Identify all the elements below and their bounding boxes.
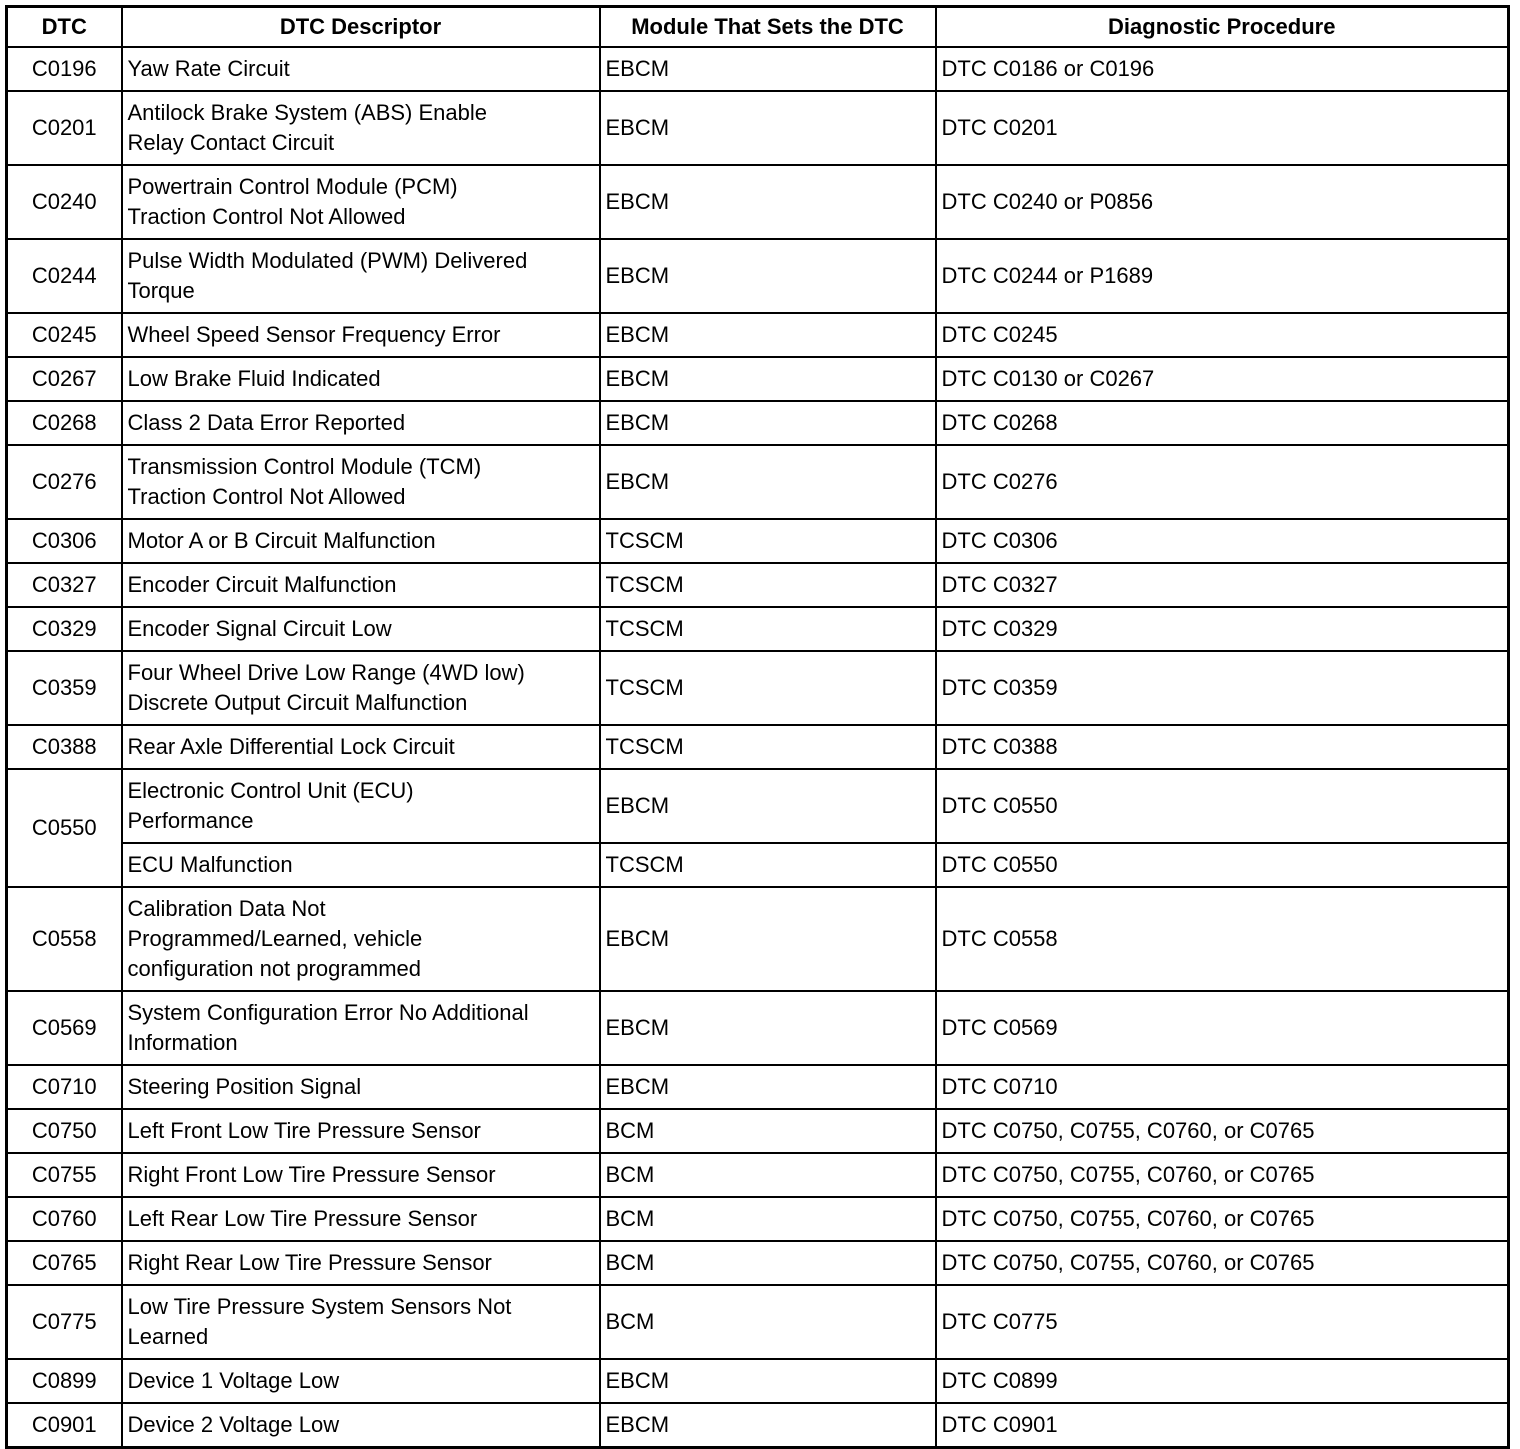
module-cell: BCM	[600, 1109, 936, 1153]
module-cell: EBCM	[600, 769, 936, 843]
dtc-code-cell: C0755	[7, 1153, 122, 1197]
table-row	[7, 1241, 1509, 1285]
table-header-row	[7, 7, 1509, 48]
procedure-cell: DTC C0550	[936, 769, 1509, 843]
table-row	[7, 607, 1509, 651]
table-body	[7, 47, 1509, 1448]
dtc-code-cell: C0201	[7, 91, 122, 165]
module-cell: TCSCM	[600, 725, 936, 769]
procedure-cell: DTC C0130 or C0267	[936, 357, 1509, 401]
dtc-code-cell: C0240	[7, 165, 122, 239]
descriptor-cell: Right Rear Low Tire Pressure Sensor	[122, 1241, 600, 1285]
dtc-code-cell: C0775	[7, 1285, 122, 1359]
dtc-code-cell: C0244	[7, 239, 122, 313]
table-row	[7, 769, 1509, 843]
table-row	[7, 519, 1509, 563]
dtc-code-cell: C0760	[7, 1197, 122, 1241]
module-cell: EBCM	[600, 91, 936, 165]
table-row	[7, 47, 1509, 91]
module-cell: EBCM	[600, 887, 936, 991]
dtc-code-cell: C0359	[7, 651, 122, 725]
dtc-code-cell: C0329	[7, 607, 122, 651]
procedure-cell: DTC C0244 or P1689	[936, 239, 1509, 313]
procedure-cell: DTC C0240 or P0856	[936, 165, 1509, 239]
module-cell: EBCM	[600, 1359, 936, 1403]
table-row	[7, 725, 1509, 769]
descriptor-cell: Motor A or B Circuit Malfunction	[122, 519, 600, 563]
header-descriptor: DTC Descriptor	[122, 7, 600, 48]
module-cell: EBCM	[600, 1403, 936, 1448]
procedure-cell: DTC C0329	[936, 607, 1509, 651]
procedure-cell: DTC C0750, C0755, C0760, or C0765	[936, 1109, 1509, 1153]
descriptor-cell: Left Rear Low Tire Pressure Sensor	[122, 1197, 600, 1241]
descriptor-cell: Electronic Control Unit (ECU) Performance	[122, 769, 600, 843]
table-row	[7, 1153, 1509, 1197]
table-row	[7, 843, 1509, 887]
procedure-cell: DTC C0750, C0755, C0760, or C0765	[936, 1153, 1509, 1197]
header-procedure: Diagnostic Procedure	[936, 7, 1509, 48]
descriptor-cell: Powertrain Control Module (PCM) Traction Control Not Allowed	[122, 165, 600, 239]
dtc-code-cell: C0569	[7, 991, 122, 1065]
descriptor-cell: Four Wheel Drive Low Range (4WD low) Discrete Output Circuit Malfunction	[122, 651, 600, 725]
dtc-code-cell: C0327	[7, 563, 122, 607]
module-cell: TCSCM	[600, 651, 936, 725]
procedure-cell: DTC C0245	[936, 313, 1509, 357]
dtc-table	[5, 5, 1510, 1449]
dtc-code-cell: C0196	[7, 47, 122, 91]
descriptor-cell: Low Brake Fluid Indicated	[122, 357, 600, 401]
module-cell: TCSCM	[600, 519, 936, 563]
procedure-cell: DTC C0901	[936, 1403, 1509, 1448]
procedure-cell: DTC C0186 or C0196	[936, 47, 1509, 91]
module-cell: TCSCM	[600, 563, 936, 607]
table-row	[7, 991, 1509, 1065]
table-row	[7, 445, 1509, 519]
table-row	[7, 563, 1509, 607]
dtc-code-cell: C0550	[7, 769, 122, 887]
procedure-cell: DTC C0550	[936, 843, 1509, 887]
table-row	[7, 1197, 1509, 1241]
dtc-code-cell: C0901	[7, 1403, 122, 1448]
module-cell: TCSCM	[600, 843, 936, 887]
dtc-code-cell: C0267	[7, 357, 122, 401]
descriptor-cell: Class 2 Data Error Reported	[122, 401, 600, 445]
table-row	[7, 357, 1509, 401]
procedure-cell: DTC C0268	[936, 401, 1509, 445]
descriptor-cell: Rear Axle Differential Lock Circuit	[122, 725, 600, 769]
descriptor-cell: Wheel Speed Sensor Frequency Error	[122, 313, 600, 357]
descriptor-cell: System Configuration Error No Additional Information	[122, 991, 600, 1065]
descriptor-cell: Encoder Circuit Malfunction	[122, 563, 600, 607]
dtc-code-cell: C0276	[7, 445, 122, 519]
table-row	[7, 887, 1509, 991]
procedure-cell: DTC C0306	[936, 519, 1509, 563]
dtc-code-cell: C0710	[7, 1065, 122, 1109]
table-row	[7, 239, 1509, 313]
module-cell: EBCM	[600, 401, 936, 445]
descriptor-cell: Steering Position Signal	[122, 1065, 600, 1109]
module-cell: EBCM	[600, 357, 936, 401]
procedure-cell: DTC C0276	[936, 445, 1509, 519]
module-cell: EBCM	[600, 445, 936, 519]
dtc-code-cell: C0558	[7, 887, 122, 991]
dtc-code-cell: C0899	[7, 1359, 122, 1403]
procedure-cell: DTC C0710	[936, 1065, 1509, 1109]
procedure-cell: DTC C0750, C0755, C0760, or C0765	[936, 1241, 1509, 1285]
procedure-cell: DTC C0750, C0755, C0760, or C0765	[936, 1197, 1509, 1241]
descriptor-cell: Calibration Data Not Programmed/Learned, vehicle configuration not programmed	[122, 887, 600, 991]
module-cell: EBCM	[600, 313, 936, 357]
procedure-cell: DTC C0327	[936, 563, 1509, 607]
module-cell: BCM	[600, 1153, 936, 1197]
dtc-code-cell: C0388	[7, 725, 122, 769]
procedure-cell: DTC C0775	[936, 1285, 1509, 1359]
table-row	[7, 1065, 1509, 1109]
descriptor-cell: ECU Malfunction	[122, 843, 600, 887]
module-cell: EBCM	[600, 239, 936, 313]
procedure-cell: DTC C0359	[936, 651, 1509, 725]
dtc-code-cell: C0268	[7, 401, 122, 445]
table-row	[7, 1109, 1509, 1153]
dtc-code-cell: C0245	[7, 313, 122, 357]
table-row	[7, 313, 1509, 357]
header-module: Module That Sets the DTC	[600, 7, 936, 48]
descriptor-cell: Low Tire Pressure System Sensors Not Learned	[122, 1285, 600, 1359]
descriptor-cell: Pulse Width Modulated (PWM) Delivered Torque	[122, 239, 600, 313]
table-row	[7, 651, 1509, 725]
descriptor-cell: Device 1 Voltage Low	[122, 1359, 600, 1403]
procedure-cell: DTC C0201	[936, 91, 1509, 165]
table-row	[7, 1403, 1509, 1448]
module-cell: EBCM	[600, 165, 936, 239]
table-row	[7, 165, 1509, 239]
procedure-cell: DTC C0899	[936, 1359, 1509, 1403]
module-cell: EBCM	[600, 991, 936, 1065]
module-cell: EBCM	[600, 1065, 936, 1109]
module-cell: BCM	[600, 1197, 936, 1241]
table-row	[7, 401, 1509, 445]
descriptor-cell: Left Front Low Tire Pressure Sensor	[122, 1109, 600, 1153]
procedure-cell: DTC C0558	[936, 887, 1509, 991]
procedure-cell: DTC C0569	[936, 991, 1509, 1065]
descriptor-cell: Device 2 Voltage Low	[122, 1403, 600, 1448]
dtc-code-cell: C0306	[7, 519, 122, 563]
descriptor-cell: Transmission Control Module (TCM) Traction Control Not Allowed	[122, 445, 600, 519]
dtc-code-cell: C0750	[7, 1109, 122, 1153]
descriptor-cell: Encoder Signal Circuit Low	[122, 607, 600, 651]
module-cell: BCM	[600, 1241, 936, 1285]
dtc-code-cell: C0765	[7, 1241, 122, 1285]
module-cell: TCSCM	[600, 607, 936, 651]
procedure-cell: DTC C0388	[936, 725, 1509, 769]
descriptor-cell: Right Front Low Tire Pressure Sensor	[122, 1153, 600, 1197]
table-row	[7, 1285, 1509, 1359]
table-row	[7, 1359, 1509, 1403]
descriptor-cell: Antilock Brake System (ABS) Enable Relay Contact Circuit	[122, 91, 600, 165]
table-row	[7, 91, 1509, 165]
module-cell: EBCM	[600, 47, 936, 91]
header-dtc: DTC	[7, 7, 122, 48]
descriptor-cell: Yaw Rate Circuit	[122, 47, 600, 91]
module-cell: BCM	[600, 1285, 936, 1359]
